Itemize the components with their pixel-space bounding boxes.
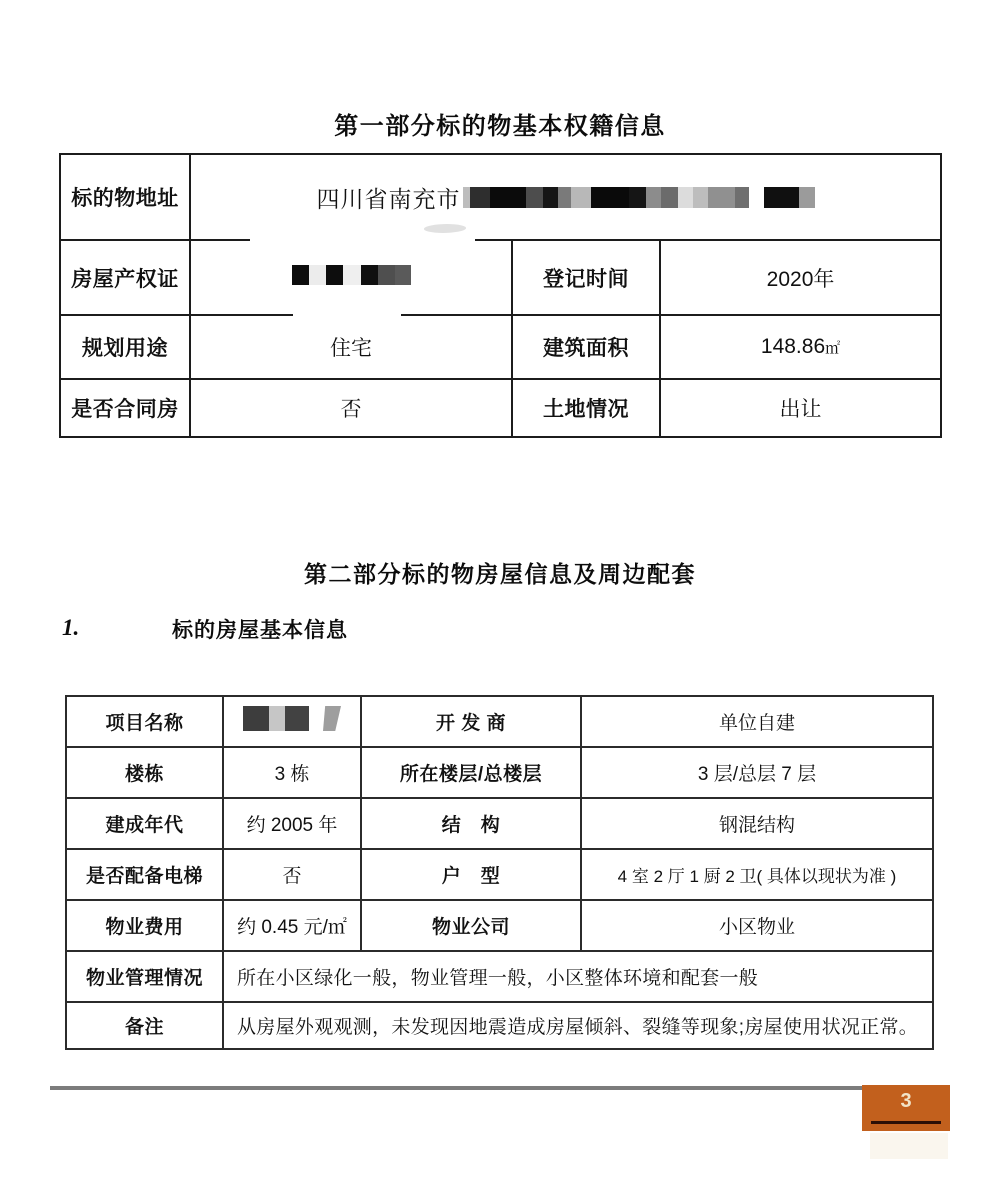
table-row [60, 315, 941, 379]
page-box-shadow [870, 1133, 948, 1159]
unit-type-label: 户 型 [361, 849, 581, 900]
address-label: 标的物地址 [60, 154, 190, 240]
management-value: 所在小区绿化一般，物业管理一般，小区整体环境和配套一般 [223, 951, 933, 1002]
developer-value: 单位自建 [581, 696, 933, 747]
build-year-label: 建成年代 [66, 798, 223, 849]
table-row [66, 696, 933, 747]
planning-use-value: 住宅 [190, 315, 512, 379]
address-text: 四川省南充市 [316, 185, 461, 212]
cert-value-cell [190, 240, 512, 315]
project-name-value-cell [223, 696, 361, 747]
planning-use-label: 规划用途 [60, 315, 190, 379]
property-company-label: 物业公司 [361, 900, 581, 951]
structure-value: 钢混结构 [581, 798, 933, 849]
floor-label: 所在楼层/总楼层 [361, 747, 581, 798]
building-label: 楼栋 [66, 747, 223, 798]
register-time-value: 2020年 [660, 240, 941, 315]
contract-house-value: 否 [190, 379, 512, 437]
part2-title: 第二部分标的物房屋信息及周边配套 [304, 561, 696, 587]
table-row [66, 951, 933, 1002]
section-title: 标的房屋基本信息 [172, 619, 348, 642]
redaction-bar [463, 187, 749, 208]
elevator-label: 是否配备电梯 [66, 849, 223, 900]
property-fee-value: 约 0.45 元/㎡ [223, 900, 361, 951]
unit-type-value: 4 室 2 厅 1 厨 2 卫( 具体以现状为准 ) [581, 849, 933, 900]
developer-label: 开 发 商 [361, 696, 581, 747]
project-name-label: 项目名称 [66, 696, 223, 747]
table-row [66, 798, 933, 849]
table-row [60, 240, 941, 315]
floor-value: 3 层/总层 7 层 [581, 747, 933, 798]
floor-area-unit: ㎡ [825, 340, 841, 357]
page-number: 3 [900, 1090, 912, 1112]
management-label: 物业管理情况 [66, 951, 223, 1002]
table-row [66, 900, 933, 951]
build-year-value: 约 2005 年 [223, 798, 361, 849]
remark-label: 备注 [66, 1002, 223, 1049]
property-company-value: 小区物业 [581, 900, 933, 951]
register-time-label: 登记时间 [512, 240, 660, 315]
floor-area-label: 建筑面积 [512, 315, 660, 379]
table-row [60, 379, 941, 437]
part2-table [65, 695, 934, 1050]
footer-divider-line [50, 1086, 862, 1090]
elevator-value: 否 [223, 849, 361, 900]
floor-area-number: 148.86 [760, 335, 826, 358]
table-row [66, 1002, 933, 1049]
redaction-bar [764, 187, 815, 208]
part1-title: 第一部分标的物基本权籍信息 [334, 113, 666, 140]
property-fee-label: 物业费用 [66, 900, 223, 951]
structure-label: 结 构 [361, 798, 581, 849]
land-status-value: 出让 [660, 379, 941, 437]
redaction-patch [293, 311, 401, 319]
table-row [60, 154, 941, 240]
redaction-bar [292, 265, 411, 285]
address-value [191, 181, 940, 214]
cert-label: 房屋产权证 [60, 240, 190, 315]
table-row [66, 747, 933, 798]
table-row [66, 849, 933, 900]
page-number-underline [871, 1121, 941, 1124]
part1-table [59, 153, 942, 438]
section-number: 1. [62, 615, 80, 640]
redaction-bar [243, 706, 341, 731]
redaction-patch [250, 236, 475, 244]
remark-value: 从房屋外观观测，未发现因地震造成房屋倾斜、裂缝等现象;房屋使用状况正常。 [223, 1002, 933, 1049]
floor-area-value [660, 315, 941, 379]
page-number-box [862, 1085, 950, 1131]
building-value: 3 栋 [223, 747, 361, 798]
contract-house-label: 是否合同房 [60, 379, 190, 437]
address-value-cell [190, 154, 941, 240]
land-status-label: 土地情况 [512, 379, 660, 437]
